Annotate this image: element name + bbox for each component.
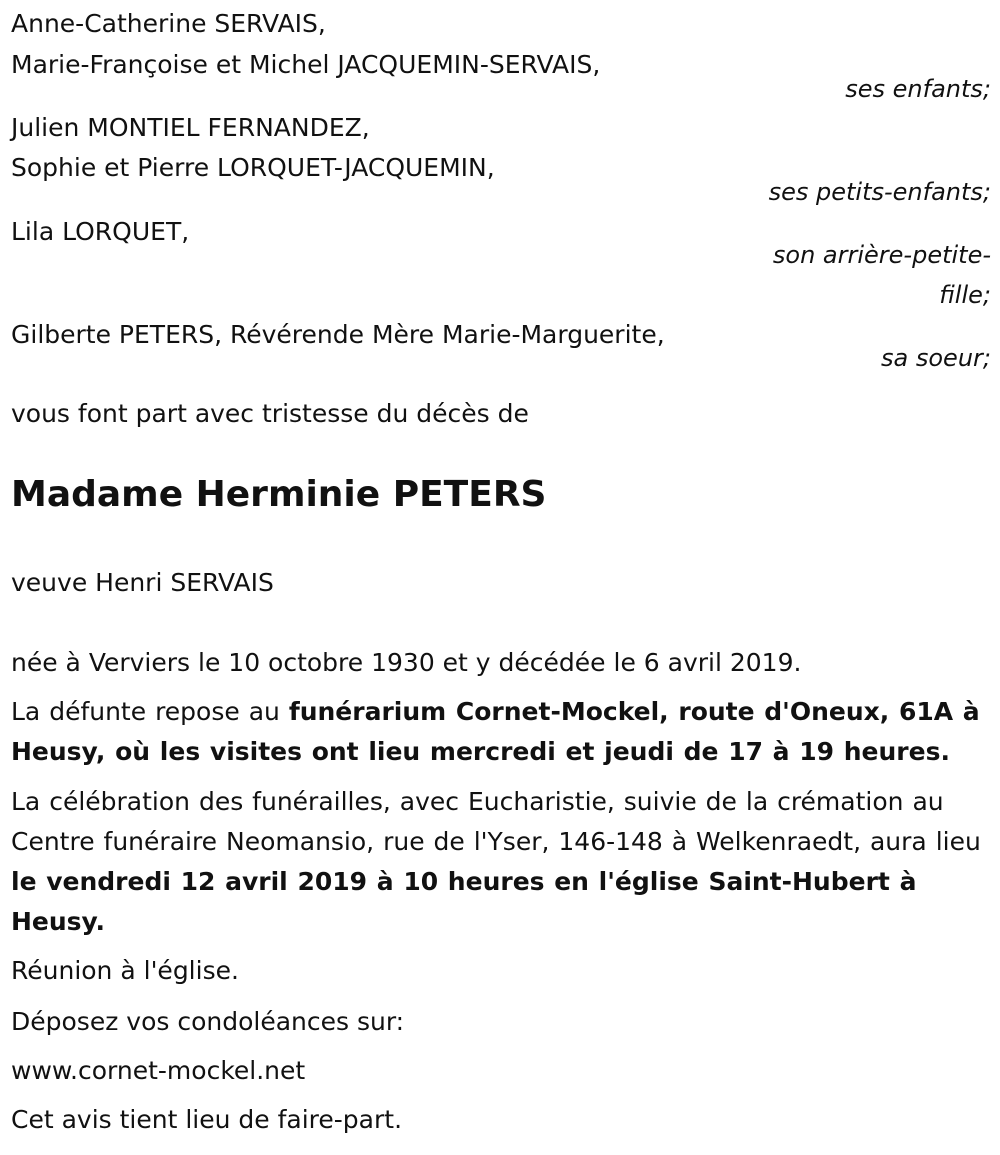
deceased-name: Madame Herminie PETERS xyxy=(11,474,547,515)
sister-role: sa soeur; xyxy=(881,344,991,372)
announcement-text: vous font part avec tristesse du décès de xyxy=(11,399,529,428)
child-name-2: Marie-Françoise et Michel JACQUEMIN-SERVAIS, xyxy=(11,50,601,79)
child-name-1: Anne-Catherine SERVAIS, xyxy=(11,9,326,38)
website-link[interactable]: www.cornet-mockel.net xyxy=(11,1056,306,1085)
ceremony-intro: La célébration des funérailles, avec Eucharistie, suivie de la crémation au Centre funéraire Neomansio, rue de l'Yser, 146-148 à Welkenraedt, aura lieu xyxy=(11,787,981,856)
great-grandchild-name: Lila LORQUET, xyxy=(11,217,190,246)
birth-death-text: née à Verviers le 10 octobre 1930 et y décédée le 6 avril 2019. xyxy=(11,648,802,677)
repose-paragraph xyxy=(11,692,991,772)
condolences-text: Déposez vos condoléances sur: xyxy=(11,1007,405,1036)
grandchildren-role: ses petits-enfants; xyxy=(768,178,991,206)
grandchild-name-1: Julien MONTIEL FERNANDEZ, xyxy=(11,113,370,142)
ceremony-details: le vendredi 12 avril 2019 à 10 heures en l'église Saint-Hubert à Heusy. xyxy=(11,867,917,936)
repose-intro: La défunte repose au xyxy=(11,697,289,726)
great-grandchild-role-line1: son arrière-petite- xyxy=(772,241,991,269)
children-role: ses enfants; xyxy=(845,75,991,103)
reunion-text: Réunion à l'église. xyxy=(11,956,239,985)
notice-text: Cet avis tient lieu de faire-part. xyxy=(11,1105,403,1134)
repose-details: funérarium Cornet-Mockel, route d'Oneux, 61A à Heusy, où les visites ont lieu mercredi et jeudi de 17 à 19 heures. xyxy=(11,697,980,766)
ceremony-paragraph xyxy=(11,782,991,942)
great-grandchild-role-line2: fille; xyxy=(939,281,991,309)
obituary-notice xyxy=(11,0,991,1155)
sister-name: Gilberte PETERS, Révérende Mère Marie-Marguerite, xyxy=(11,320,665,349)
widow-of: veuve Henri SERVAIS xyxy=(11,568,274,597)
grandchild-name-2: Sophie et Pierre LORQUET-JACQUEMIN, xyxy=(11,153,495,182)
